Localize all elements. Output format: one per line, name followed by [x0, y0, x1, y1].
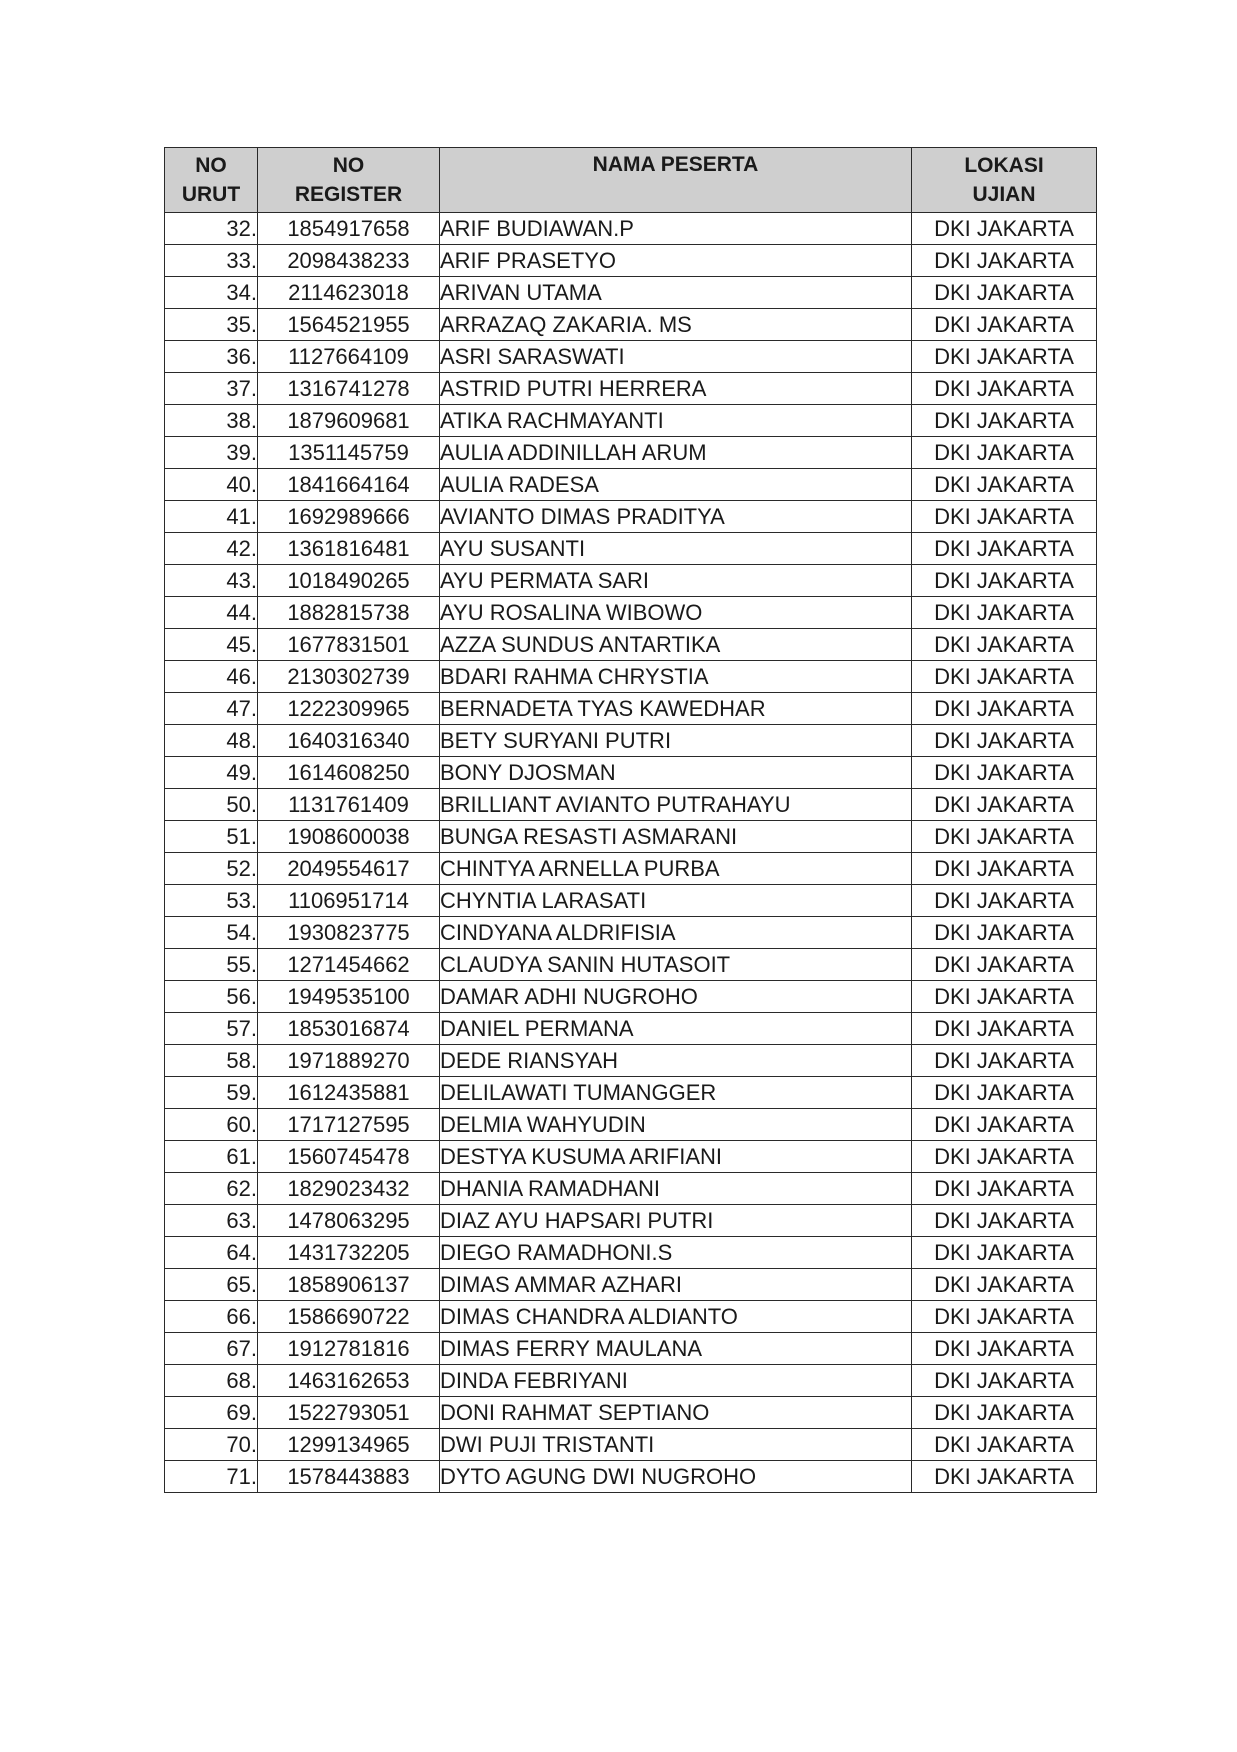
cell-lokasi-ujian: DKI JAKARTA	[912, 309, 1097, 341]
cell-no-urut: 53.	[165, 885, 258, 917]
cell-no-register: 1854917658	[258, 213, 440, 245]
table-row	[165, 213, 1097, 245]
header-row	[165, 148, 1097, 213]
cell-no-register: 1930823775	[258, 917, 440, 949]
cell-nama-peserta: DANIEL PERMANA	[440, 1013, 912, 1045]
cell-lokasi-ujian: DKI JAKARTA	[912, 1269, 1097, 1301]
cell-nama-peserta: CHINTYA ARNELLA PURBA	[440, 853, 912, 885]
cell-no-urut: 58.	[165, 1045, 258, 1077]
cell-lokasi-ujian: DKI JAKARTA	[912, 1461, 1097, 1493]
cell-no-urut: 50.	[165, 789, 258, 821]
cell-nama-peserta: AYU ROSALINA WIBOWO	[440, 597, 912, 629]
cell-nama-peserta: ARRAZAQ ZAKARIA. MS	[440, 309, 912, 341]
cell-lokasi-ujian: DKI JAKARTA	[912, 1429, 1097, 1461]
cell-no-urut: 36.	[165, 341, 258, 373]
cell-no-urut: 51.	[165, 821, 258, 853]
cell-no-urut: 69.	[165, 1397, 258, 1429]
table-row	[165, 1301, 1097, 1333]
table-row	[165, 1397, 1097, 1429]
cell-nama-peserta: AYU PERMATA SARI	[440, 565, 912, 597]
cell-no-register: 1478063295	[258, 1205, 440, 1237]
cell-no-register: 1522793051	[258, 1397, 440, 1429]
cell-nama-peserta: CLAUDYA SANIN HUTASOIT	[440, 949, 912, 981]
cell-nama-peserta: DYTO AGUNG DWI NUGROHO	[440, 1461, 912, 1493]
cell-lokasi-ujian: DKI JAKARTA	[912, 1365, 1097, 1397]
cell-no-register: 1271454662	[258, 949, 440, 981]
cell-no-register: 1127664109	[258, 341, 440, 373]
cell-no-register: 1586690722	[258, 1301, 440, 1333]
cell-lokasi-ujian: DKI JAKARTA	[912, 981, 1097, 1013]
cell-no-urut: 44.	[165, 597, 258, 629]
cell-lokasi-ujian: DKI JAKARTA	[912, 533, 1097, 565]
cell-lokasi-ujian: DKI JAKARTA	[912, 853, 1097, 885]
cell-no-urut: 70.	[165, 1429, 258, 1461]
cell-nama-peserta: DIMAS FERRY MAULANA	[440, 1333, 912, 1365]
header-line: LOKASI	[964, 154, 1044, 177]
table-row	[165, 1141, 1097, 1173]
cell-no-register: 1882815738	[258, 597, 440, 629]
header-line: NAMA PESERTA	[592, 153, 759, 176]
cell-no-urut: 40.	[165, 469, 258, 501]
cell-no-register: 1717127595	[258, 1109, 440, 1141]
participant-table	[164, 147, 1097, 1493]
cell-nama-peserta: BUNGA RESASTI ASMARANI	[440, 821, 912, 853]
cell-lokasi-ujian: DKI JAKARTA	[912, 437, 1097, 469]
cell-nama-peserta: DEDE RIANSYAH	[440, 1045, 912, 1077]
cell-no-register: 2130302739	[258, 661, 440, 693]
cell-no-register: 1131761409	[258, 789, 440, 821]
table-row	[165, 1461, 1097, 1493]
cell-lokasi-ujian: DKI JAKARTA	[912, 1397, 1097, 1429]
header-nama-peserta	[440, 148, 912, 213]
header-lokasi-ujian	[912, 148, 1097, 213]
cell-lokasi-ujian: DKI JAKARTA	[912, 469, 1097, 501]
cell-lokasi-ujian: DKI JAKARTA	[912, 725, 1097, 757]
cell-no-register: 1578443883	[258, 1461, 440, 1493]
cell-nama-peserta: DIMAS AMMAR AZHARI	[440, 1269, 912, 1301]
cell-no-urut: 39.	[165, 437, 258, 469]
cell-no-register: 1853016874	[258, 1013, 440, 1045]
cell-lokasi-ujian: DKI JAKARTA	[912, 1301, 1097, 1333]
cell-no-register: 1829023432	[258, 1173, 440, 1205]
cell-lokasi-ujian: DKI JAKARTA	[912, 1333, 1097, 1365]
cell-nama-peserta: DINDA FEBRIYANI	[440, 1365, 912, 1397]
cell-nama-peserta: AVIANTO DIMAS PRADITYA	[440, 501, 912, 533]
table-row	[165, 661, 1097, 693]
table-row	[165, 1109, 1097, 1141]
table-row	[165, 885, 1097, 917]
cell-nama-peserta: AULIA ADDINILLAH ARUM	[440, 437, 912, 469]
cell-no-urut: 61.	[165, 1141, 258, 1173]
cell-no-register: 1463162653	[258, 1365, 440, 1397]
cell-lokasi-ujian: DKI JAKARTA	[912, 501, 1097, 533]
cell-lokasi-ujian: DKI JAKARTA	[912, 213, 1097, 245]
header-line: NO	[332, 154, 365, 177]
cell-nama-peserta: ASTRID PUTRI HERRERA	[440, 373, 912, 405]
cell-no-register: 1614608250	[258, 757, 440, 789]
table-row	[165, 1365, 1097, 1397]
cell-nama-peserta: ARIVAN UTAMA	[440, 277, 912, 309]
cell-lokasi-ujian: DKI JAKARTA	[912, 1173, 1097, 1205]
header-line: URUT	[181, 183, 241, 206]
table-row	[165, 629, 1097, 661]
cell-no-urut: 71.	[165, 1461, 258, 1493]
cell-no-urut: 32.	[165, 213, 258, 245]
cell-lokasi-ujian: DKI JAKARTA	[912, 917, 1097, 949]
cell-nama-peserta: AULIA RADESA	[440, 469, 912, 501]
cell-lokasi-ujian: DKI JAKARTA	[912, 821, 1097, 853]
cell-nama-peserta: CINDYANA ALDRIFISIA	[440, 917, 912, 949]
cell-no-register: 1018490265	[258, 565, 440, 597]
cell-no-urut: 57.	[165, 1013, 258, 1045]
table-row	[165, 693, 1097, 725]
cell-nama-peserta: BETY SURYANI PUTRI	[440, 725, 912, 757]
cell-lokasi-ujian: DKI JAKARTA	[912, 693, 1097, 725]
table-row	[165, 949, 1097, 981]
cell-no-register: 1106951714	[258, 885, 440, 917]
header-line: UJIAN	[972, 183, 1036, 206]
cell-nama-peserta: DWI PUJI TRISTANTI	[440, 1429, 912, 1461]
cell-no-register: 1431732205	[258, 1237, 440, 1269]
cell-lokasi-ujian: DKI JAKARTA	[912, 1013, 1097, 1045]
cell-no-urut: 56.	[165, 981, 258, 1013]
cell-lokasi-ujian: DKI JAKARTA	[912, 405, 1097, 437]
cell-no-urut: 64.	[165, 1237, 258, 1269]
table-row	[165, 341, 1097, 373]
cell-nama-peserta: ATIKA RACHMAYANTI	[440, 405, 912, 437]
cell-no-register: 1692989666	[258, 501, 440, 533]
table-row	[165, 1237, 1097, 1269]
cell-no-urut: 54.	[165, 917, 258, 949]
cell-lokasi-ujian: DKI JAKARTA	[912, 597, 1097, 629]
cell-no-register: 1361816481	[258, 533, 440, 565]
table-row	[165, 981, 1097, 1013]
cell-no-urut: 66.	[165, 1301, 258, 1333]
cell-nama-peserta: DESTYA KUSUMA ARIFIANI	[440, 1141, 912, 1173]
cell-nama-peserta: DONI RAHMAT SEPTIANO	[440, 1397, 912, 1429]
table-row	[165, 1013, 1097, 1045]
table-row	[165, 405, 1097, 437]
table-row	[165, 1333, 1097, 1365]
cell-nama-peserta: BDARI RAHMA CHRYSTIA	[440, 661, 912, 693]
table-row	[165, 1077, 1097, 1109]
cell-no-urut: 43.	[165, 565, 258, 597]
cell-nama-peserta: AZZA SUNDUS ANTARTIKA	[440, 629, 912, 661]
cell-no-register: 1612435881	[258, 1077, 440, 1109]
table-row	[165, 437, 1097, 469]
cell-no-register: 1316741278	[258, 373, 440, 405]
table-row	[165, 597, 1097, 629]
cell-no-register: 1351145759	[258, 437, 440, 469]
cell-no-register: 1677831501	[258, 629, 440, 661]
table-row	[165, 469, 1097, 501]
cell-no-urut: 33.	[165, 245, 258, 277]
cell-nama-peserta: DAMAR ADHI NUGROHO	[440, 981, 912, 1013]
cell-no-urut: 41.	[165, 501, 258, 533]
cell-nama-peserta: DIAZ AYU HAPSARI PUTRI	[440, 1205, 912, 1237]
cell-no-urut: 65.	[165, 1269, 258, 1301]
cell-nama-peserta: DIMAS CHANDRA ALDIANTO	[440, 1301, 912, 1333]
table-row	[165, 1173, 1097, 1205]
table-body	[165, 213, 1097, 1493]
table-row	[165, 917, 1097, 949]
cell-nama-peserta: DELILAWATI TUMANGGER	[440, 1077, 912, 1109]
table-row	[165, 757, 1097, 789]
cell-nama-peserta: DELMIA WAHYUDIN	[440, 1109, 912, 1141]
cell-no-urut: 46.	[165, 661, 258, 693]
table-row	[165, 853, 1097, 885]
table-header	[165, 148, 1097, 213]
table-row	[165, 501, 1097, 533]
header-no-urut	[165, 148, 258, 213]
cell-no-register: 1912781816	[258, 1333, 440, 1365]
cell-nama-peserta: AYU SUSANTI	[440, 533, 912, 565]
cell-lokasi-ujian: DKI JAKARTA	[912, 277, 1097, 309]
cell-lokasi-ujian: DKI JAKARTA	[912, 1077, 1097, 1109]
table-row	[165, 565, 1097, 597]
table-row	[165, 1045, 1097, 1077]
cell-no-urut: 60.	[165, 1109, 258, 1141]
cell-no-urut: 38.	[165, 405, 258, 437]
cell-lokasi-ujian: DKI JAKARTA	[912, 1205, 1097, 1237]
cell-no-urut: 48.	[165, 725, 258, 757]
cell-lokasi-ujian: DKI JAKARTA	[912, 789, 1097, 821]
cell-no-register: 1971889270	[258, 1045, 440, 1077]
cell-lokasi-ujian: DKI JAKARTA	[912, 661, 1097, 693]
cell-no-register: 1299134965	[258, 1429, 440, 1461]
table-row	[165, 789, 1097, 821]
cell-lokasi-ujian: DKI JAKARTA	[912, 629, 1097, 661]
cell-nama-peserta: BONY DJOSMAN	[440, 757, 912, 789]
cell-no-urut: 68.	[165, 1365, 258, 1397]
cell-lokasi-ujian: DKI JAKARTA	[912, 757, 1097, 789]
cell-lokasi-ujian: DKI JAKARTA	[912, 565, 1097, 597]
cell-nama-peserta: ARIF PRASETYO	[440, 245, 912, 277]
cell-nama-peserta: CHYNTIA LARASATI	[440, 885, 912, 917]
cell-lokasi-ujian: DKI JAKARTA	[912, 245, 1097, 277]
cell-no-register: 2049554617	[258, 853, 440, 885]
cell-nama-peserta: DIEGO RAMADHONI.S	[440, 1237, 912, 1269]
cell-no-register: 1908600038	[258, 821, 440, 853]
cell-no-register: 1640316340	[258, 725, 440, 757]
cell-lokasi-ujian: DKI JAKARTA	[912, 1045, 1097, 1077]
cell-no-urut: 42.	[165, 533, 258, 565]
cell-nama-peserta: ARIF BUDIAWAN.P	[440, 213, 912, 245]
cell-no-register: 1949535100	[258, 981, 440, 1013]
cell-lokasi-ujian: DKI JAKARTA	[912, 341, 1097, 373]
cell-no-register: 1841664164	[258, 469, 440, 501]
cell-nama-peserta: ASRI SARASWATI	[440, 341, 912, 373]
table-row	[165, 277, 1097, 309]
table-row	[165, 309, 1097, 341]
cell-no-urut: 37.	[165, 373, 258, 405]
cell-lokasi-ujian: DKI JAKARTA	[912, 1141, 1097, 1173]
cell-no-urut: 35.	[165, 309, 258, 341]
table-row	[165, 1205, 1097, 1237]
cell-lokasi-ujian: DKI JAKARTA	[912, 373, 1097, 405]
cell-nama-peserta: DHANIA RAMADHANI	[440, 1173, 912, 1205]
cell-lokasi-ujian: DKI JAKARTA	[912, 1109, 1097, 1141]
cell-no-urut: 52.	[165, 853, 258, 885]
cell-no-urut: 55.	[165, 949, 258, 981]
cell-no-register: 2114623018	[258, 277, 440, 309]
cell-nama-peserta: BERNADETA TYAS KAWEDHAR	[440, 693, 912, 725]
cell-no-urut: 62.	[165, 1173, 258, 1205]
cell-no-urut: 59.	[165, 1077, 258, 1109]
cell-no-register: 1564521955	[258, 309, 440, 341]
cell-no-urut: 34.	[165, 277, 258, 309]
cell-no-urut: 63.	[165, 1205, 258, 1237]
table-row	[165, 1429, 1097, 1461]
cell-lokasi-ujian: DKI JAKARTA	[912, 885, 1097, 917]
cell-lokasi-ujian: DKI JAKARTA	[912, 1237, 1097, 1269]
table-row	[165, 1269, 1097, 1301]
cell-no-urut: 45.	[165, 629, 258, 661]
cell-no-register: 1222309965	[258, 693, 440, 725]
cell-no-register: 2098438233	[258, 245, 440, 277]
table-row	[165, 821, 1097, 853]
header-line: REGISTER	[294, 183, 403, 206]
cell-no-register: 1560745478	[258, 1141, 440, 1173]
cell-no-urut: 49.	[165, 757, 258, 789]
cell-nama-peserta: BRILLIANT AVIANTO PUTRAHAYU	[440, 789, 912, 821]
table-row	[165, 533, 1097, 565]
cell-lokasi-ujian: DKI JAKARTA	[912, 949, 1097, 981]
cell-no-urut: 67.	[165, 1333, 258, 1365]
header-line: NO	[195, 154, 227, 177]
cell-no-register: 1858906137	[258, 1269, 440, 1301]
cell-no-register: 1879609681	[258, 405, 440, 437]
table-row	[165, 725, 1097, 757]
cell-no-urut: 47.	[165, 693, 258, 725]
table-row	[165, 373, 1097, 405]
header-no-register	[258, 148, 440, 213]
table-row	[165, 245, 1097, 277]
